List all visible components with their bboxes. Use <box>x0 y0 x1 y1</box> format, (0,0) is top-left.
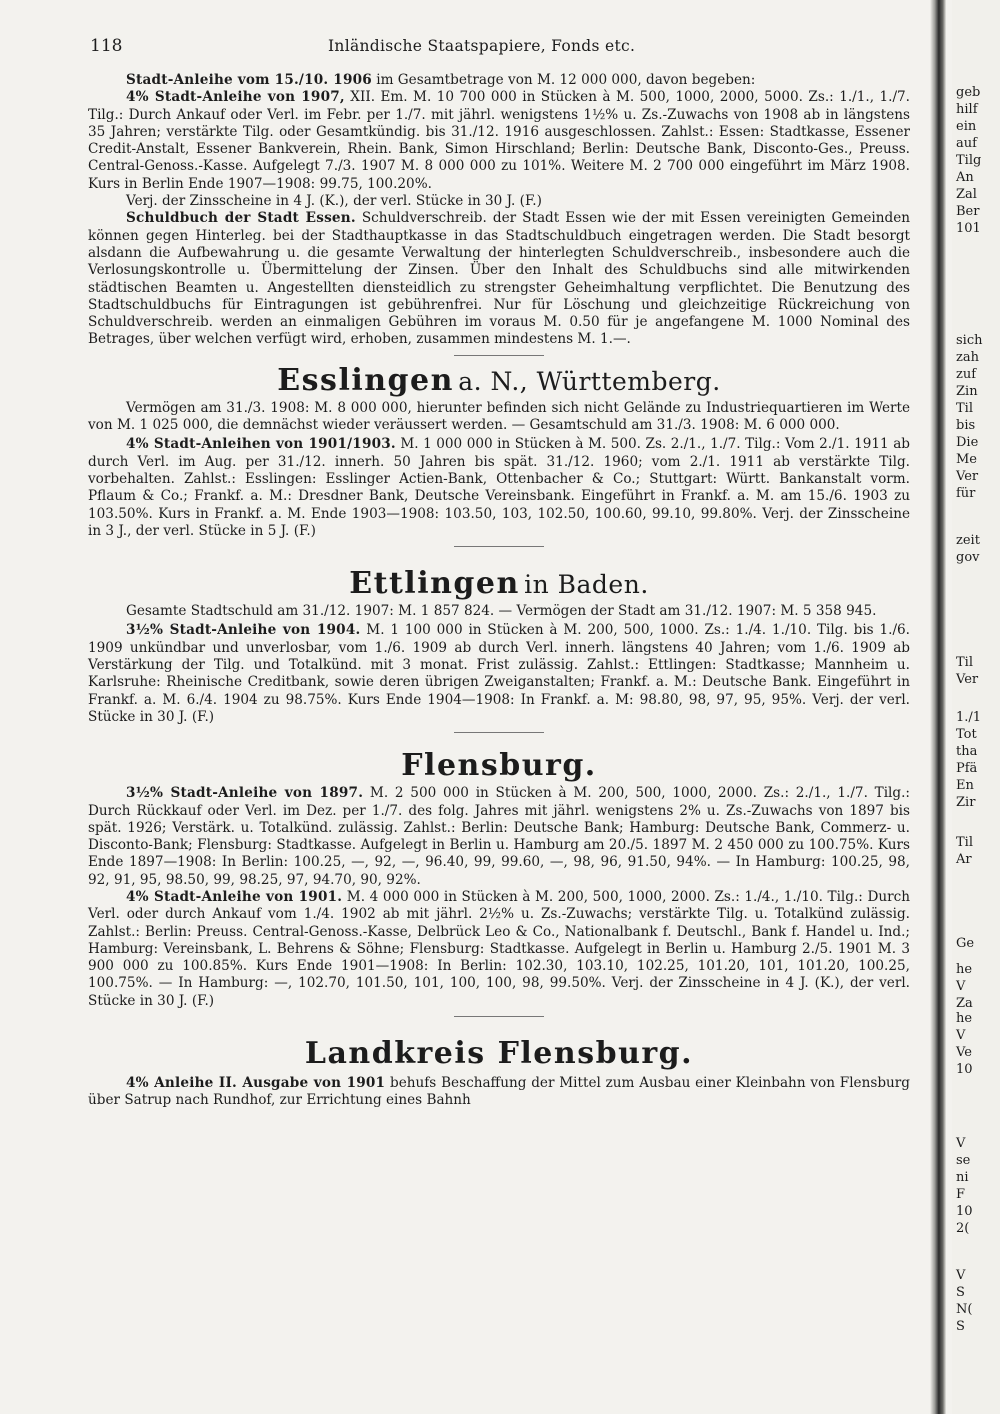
facing-page-fragment: Tot <box>956 727 977 742</box>
flensburg-loan-1897: 3½% Stadt-Anleihe von 1897. M. 2 500 000 in Stücken à M. 200, 500, 1000, 2000. Zs.: 2./1., 1./7. Tilg.: Durch Rückkauf oder Verl. im Dez. per 1./7. des folg. Jahres mit jährl. wenigstens 2% u. Zs.-Zuwachs von 1897 bis spät. 1926; Verstärk. u. Totalkünd. zulässig. Zahlst.: Berlin: Deutsche Bank; Hamburg: Deutsche Bank, Commerz- u. Disconto-Bank; Flensburg: Stadtkasse. Aufgelegt in Berlin u. Hamburg am 20./5. 1897 M. 2 450 000 zu 100.75%. Kurs Ende 1897—1908: In Berlin: 100.25, —, 92, —, 96.40, 99, 99.60, —, 98, 96, 91.50, 94%. — In Hamburg: 100.25, 98, 92, 91, 95, 98.50, 99, 98.25, 97, 94.70, 90, 92%. <box>88 785 911 888</box>
facing-page-fragment: S <box>956 1285 965 1300</box>
facing-page-fragment: En <box>956 778 974 793</box>
page-number: 118 <box>90 36 123 56</box>
facing-page-fragment: Ber <box>956 204 980 219</box>
section-divider <box>454 732 544 733</box>
section-divider <box>454 355 544 356</box>
facing-page-fragment: Til <box>956 401 973 416</box>
facing-page-fragment: ni <box>956 1170 969 1185</box>
ettlingen-intro: Gesamte Stadtschuld am 31./12. 1907: M. 1 857 824. — Vermögen der Stadt am 31./12. 1907: M. 5 358 945. <box>126 603 877 620</box>
facing-page-fragment: Ver <box>956 469 979 484</box>
facing-page-fragment: tha <box>956 744 978 759</box>
facing-page-fragment: Tilg <box>956 153 982 168</box>
esslingen-loan-1901: 4% Stadt-Anleihen von 1901/1903. M. 1 000 000 in Stücken à M. 500. Zs. 2./1., 1./7. Tilg.: Vom 2./1. 1911 ab durch Verl. im Aug. per 31./12. innerh. 50 Jahren bis spät. 31./12. 1960; vom 2./1. 1911 ab verstärkte Tilg. vorbehalten. Zahlst.: Esslingen: Esslinger Actien-Bank, Ottenbacher & Co.; Stuttgart: Württ. Bankanstalt vorm. Pflaum & Co.; Frankf. a. M.: Dresdner Bank, Deutsche Vereinsbank. Eingeführt in Frankf. a. M. am 15./6. 1903 zu 103.50%. Kurs in Frankf. a. M. Ende 1903—1908: 103.50, 103, 102.50, 100.60, 99.10, 99.80%. Verj. der Zinsscheine in 3 J., der verl. Stücke in 5 J. (F.) <box>88 436 910 539</box>
facing-page-fragment: Za <box>956 996 973 1011</box>
facing-page-fragment: Die <box>956 435 979 450</box>
book-gutter-shadow <box>930 0 946 1414</box>
facing-page-fragment: 10 <box>956 1204 973 1219</box>
page-content <box>88 70 910 1110</box>
facing-page-fragment: Ar <box>956 852 972 867</box>
facing-page-fragment: sich <box>956 333 983 348</box>
city-heading-ettlingen: Ettlingen in Baden. <box>349 566 649 602</box>
facing-page-fragment: V <box>956 979 966 994</box>
city-heading-flensburg: Flensburg. <box>401 748 597 784</box>
ettlingen-loan-1904: 3½% Stadt-Anleihe von 1904. M. 1 100 000 in Stücken à M. 200, 500, 1000. Zs.: 1./4. 1./10. Tilg. bis 1./6. 1909 unkündbar und unverlosbar, vom 1./6. 1909 ab durch Verl. innerh. längstens 40 Jahren; vom 1./6. 1909 ab Verstärkung der Tilg. und Totalkünd. mit 3 monat. Frist zulässig. Zahlst.: Ettlingen: Stadtkasse; Mannheim u. Karlsruhe: Rheinische Creditbank, sowie deren übrigen Zweiganstalten; Frankf. a. M.: Deutsche Bank. Eingeführt in Frankf. a. M. 6./4. 1904 zu 98.75%. Kurs Ende 1904—1908: In Frankf. a. M: 98.80, 98, 97, 95, 95%. Verj. der verl. Stücke in 30 J. (F.) <box>88 622 911 725</box>
section-divider <box>454 1016 544 1017</box>
facing-page-fragment: he <box>956 1011 973 1026</box>
facing-page-fragment: Ge <box>956 936 975 951</box>
facing-page-fragment: V <box>956 1028 966 1043</box>
essen-debt-register: Schuldbuch der Stadt Essen. Schuldverschreib. der Stadt Essen wie der mit Essen vereinigten Gemeinden können gegen Hinterleg. bei der Stadthauptkasse in das Stadtschuldbuch eingetragen werden. Die Stadt besorgt alsdann die Aufbewahrung u. die gesamte Verwaltung der hinterlegten Schuldverschreib., insbesondere auch die Verlosungskontrolle u. Übermittelung der Zinsen. Über den Inhalt des Schuldbuchs sind alle mitwirkenden städtischen Beamten u. Angestellten diensteidlich zu strengster Geheimhaltung verpflichtet. Die Benutzung des Stadtschuldbuchs für Eintragungen ist gebührenfrei. Nur für Löschung und gleichzeitige Rückreichung von Schuldverschreib. werden an einmaligen Gebühren im voraus M. 0.50 für je angefangene M. 1000 Nominal des Betrages, über welchen verfügt wird, erhoben, zusammen mindestens M. 1.—. <box>88 210 910 348</box>
facing-page-fragment: Ve <box>956 1045 972 1060</box>
facing-page-fragment: Zal <box>956 187 977 202</box>
facing-page-edge <box>952 0 1000 1414</box>
facing-page-fragment: V <box>956 1268 966 1283</box>
esslingen-intro: Vermögen am 31./3. 1908: M. 8 000 000, hierunter befinden sich nicht Gelände zu Industriequartieren im Werte von M. 1 025 000, die demnächst wieder veräussert werden. — Gesamtschuld am 31./3. 1908: M. 6 000 000. <box>88 399 910 434</box>
facing-page-fragment: Pfä <box>956 761 978 776</box>
city-heading-esslingen: Esslingen a. N., Württemberg. <box>277 362 721 398</box>
landkreis-loan-1901: 4% Anleihe II. Ausgabe von 1901 behufs Beschaffung der Mittel zum Ausbau einer Kleinbahn von Flensburg über Satrup nach Rundhof, zur Errichtung eines Bahnh <box>88 1075 910 1109</box>
essen-loan-1907: 4% Stadt-Anleihe von 1907, XII. Em. M. 10 700 000 in Stücken à M. 500, 1000, 2000, 5000. Zs.: 1./1., 1./7. Tilg.: Durch Ankauf oder Verl. im Febr. per 1./7. mit jährl. wenigstens 1½% u. Zs.-Zuwachs von 1908 ab in längstens 35 Jahren; verstärkte Tilg. oder Gesamtkündig. bis 31./12. 1916 ausgeschlossen. Zahlst.: Essen: Stadtkasse, Essener Credit-Anstalt, Essener Bankverein, Rhein. Bank, Simon Hirschland; Berlin: Deutsche Bank, Disconto-Ges., Preuss. Central-Genoss.-Kasse. Aufgelegt 7./3. 1907 M. 8 000 000 zu 101%. Weitere M. 2 700 000 eingeführt im März 1908. Kurs in Berlin Ende 1907—1908: 99.75, 100.20%. <box>88 89 910 192</box>
facing-page-fragment: Til <box>956 835 973 850</box>
facing-page-fragment: gov <box>956 550 980 565</box>
running-title: Inländische Staatspapiere, Fonds etc. <box>328 37 636 55</box>
facing-page-fragment: bis <box>956 418 976 433</box>
essen-coupon-note: Verj. der Zinsscheine in 4 J. (K.), der verl. Stücke in 30 J. (F.) <box>126 193 542 210</box>
facing-page-fragment: geb <box>956 85 981 100</box>
facing-page-fragment: hilf <box>956 102 978 117</box>
facing-page-fragment: V <box>956 1136 966 1151</box>
section-divider <box>454 546 544 547</box>
city-heading-landkreis-flensburg: Landkreis Flensburg. <box>304 1036 694 1072</box>
facing-page-fragment: für <box>956 486 976 501</box>
facing-page-fragment: 10 <box>956 1062 973 1077</box>
facing-page-fragment: zuf <box>956 367 977 382</box>
facing-page-fragment: 101 <box>956 221 981 236</box>
facing-page-fragment: 2( <box>956 1221 970 1236</box>
facing-page-fragment: Me <box>956 452 978 467</box>
facing-page-fragment: 1./1 <box>956 710 982 725</box>
facing-page-fragment: ein <box>956 119 977 134</box>
facing-page-fragment: zeit <box>956 533 980 548</box>
flensburg-loan-1901: 4% Stadt-Anleihe von 1901. M. 4 000 000 in Stücken à M. 200, 500, 1000, 2000. Zs.: 1./4., 1./10. Tilg.: Durch Verl. oder durch Ankauf vom 1./4. 1902 ab mit jährl. 2½% u. Zs.-Zuwachs; verstärkte Tilg. u. Totalkünd zulässig. Zahlst.: Berlin: Preuss. Central-Genoss.-Kasse, Delbrück Leo & Co., Nationalbank f. Deutschl., Bank f. Handel u. Ind.; Hamburg: Vereinsbank, L. Behrens & Söhne; Flensburg: Stadtkasse. Aufgelegt in Berlin u. Hamburg 2./5. 1901 M. 3 900 000 zu 100.85%. Kurs Ende 1901—1908: In Berlin: 102.30, 103.10, 102.25, 101.20, 101, 101.20, 100.25, 100.75%. — In Hamburg: —, 102.70, 101.50, 101, 100, 100, 98, 99.50%. Verj. der Zinsscheine in 4 J. (K.), der verl. Stücke in 30 J. (F.) <box>88 888 910 1009</box>
page-header <box>90 36 910 58</box>
facing-page-fragment: auf <box>956 136 977 151</box>
facing-page-fragment: N( <box>956 1302 973 1317</box>
facing-page-fragment: Til <box>956 655 973 670</box>
facing-page-fragment: An <box>956 170 974 185</box>
facing-page-fragment: Ver <box>956 672 979 687</box>
facing-page-fragment: zah <box>956 350 979 365</box>
facing-page-fragment: Zir <box>956 795 976 810</box>
facing-page-fragment: he <box>956 962 973 977</box>
facing-page-fragment: se <box>956 1153 971 1168</box>
essen-loan-1906: Stadt-Anleihe vom 15./10. 1906 im Gesamtbetrage von M. 12 000 000, davon begeben: <box>126 72 756 88</box>
facing-page-fragment: S <box>956 1319 965 1334</box>
facing-page-fragment: F <box>956 1187 966 1202</box>
facing-page-fragment: Zin <box>956 384 978 399</box>
